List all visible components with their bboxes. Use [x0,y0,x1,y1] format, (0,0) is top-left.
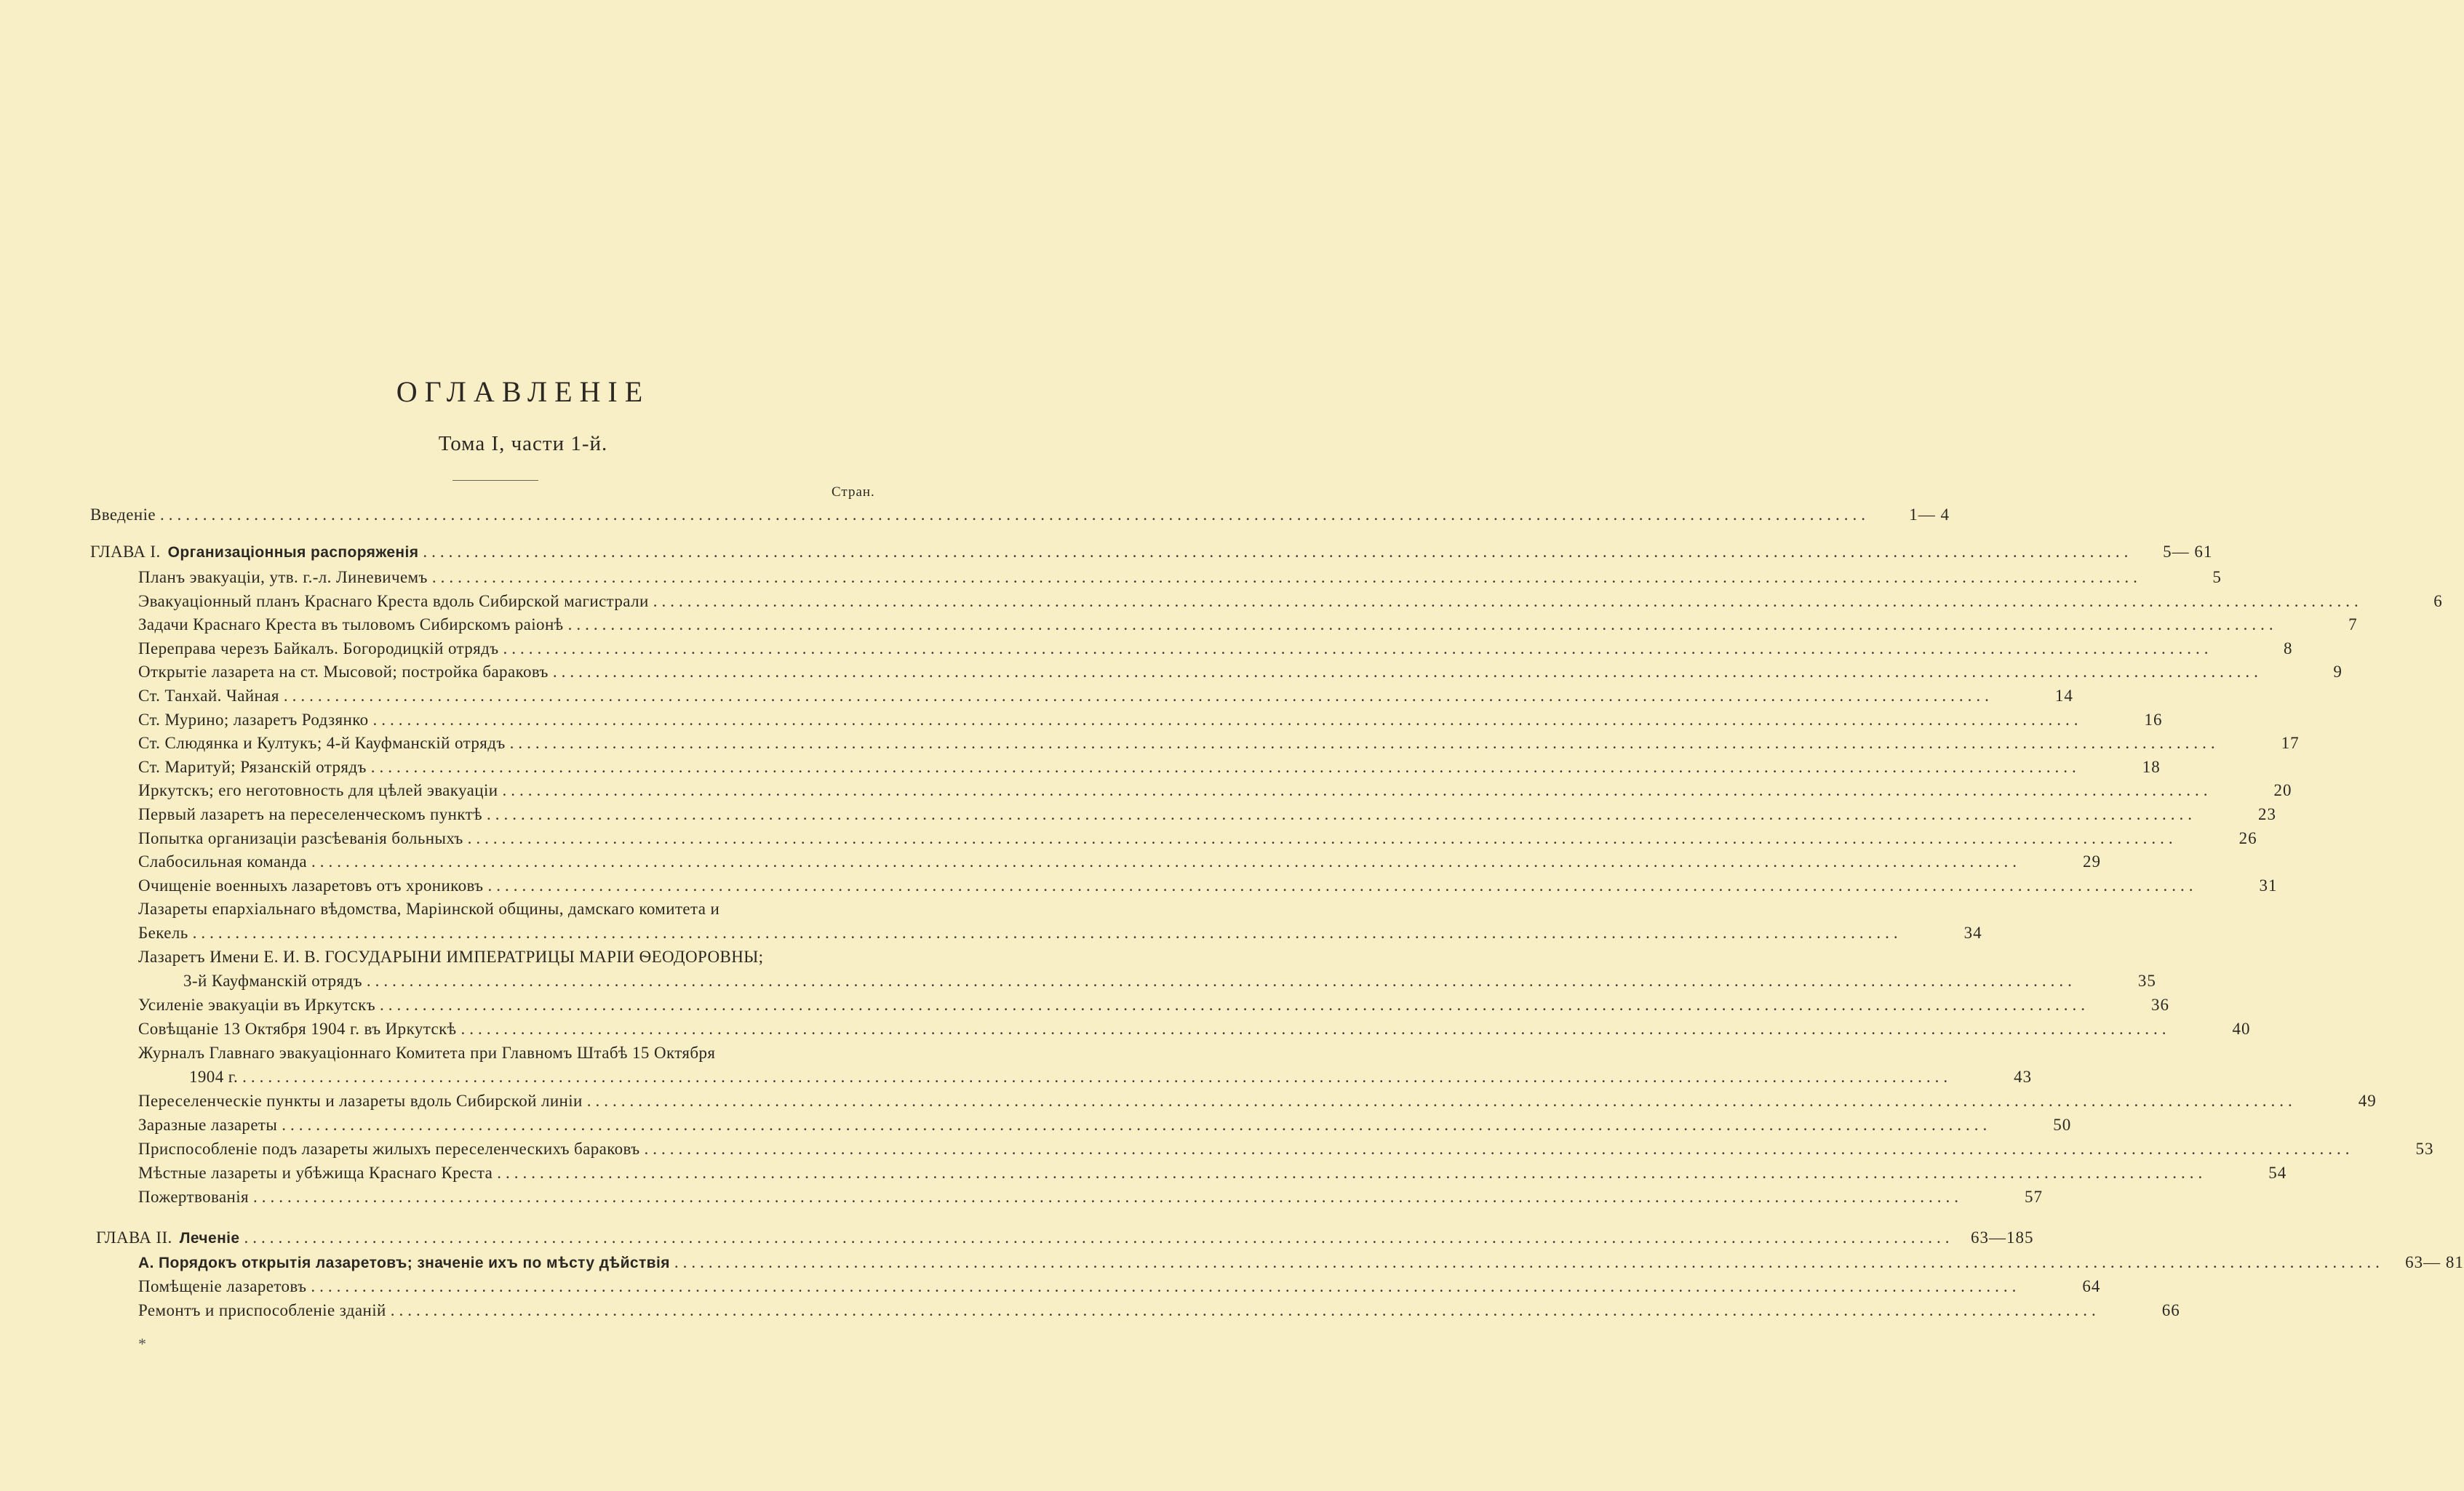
toc-entry-pages: 35 [2137,972,2156,990]
leader-dots: ........................................................................................................................................................................................................ [390,1301,2100,1319]
toc-entry [138,805,2276,830]
leader-dots: ........................................................................................................................................................................................................ [653,591,2363,610]
toc-entry [138,687,2073,711]
toc-entry [138,1164,2287,1188]
leader-dots: ........................................................................................................................................................................................................ [242,1068,1953,1086]
toc-entry-pages: 5 [2212,568,2222,586]
pages-column-header: Стран. [832,484,875,500]
leader-dots: ........................................................................................................................................................................................................ [283,687,1993,705]
toc-entry [138,1140,2434,1164]
toc-entry-label: Приспособленіе подъ лазареты жилыхъ переселенческихъ бараковъ [138,1140,640,1158]
leader-dots: ........................................................................................................................................................................................................ [282,1116,1992,1134]
toc-entry-pages: 7 [2348,615,2358,634]
toc-entry [138,1188,2044,1212]
toc-entry-pages: 57 [2025,1188,2044,1206]
toc-entry-pages: 9 [2333,663,2343,681]
toc-entry-pages: 20 [2273,781,2292,800]
leader-dots: ........................................................................................................................................................................................................ [586,1092,2297,1110]
toc-entry [138,1277,2101,1302]
toc-entry-label: Эвакуаціонный планъ Краснаго Креста вдоль Сибирской магистрали [138,591,649,610]
leader-dots: ........................................................................................................................................................................................................ [552,663,2262,681]
toc-entry-label: Попытка организаціи разсѣеванія больныхъ [138,828,463,847]
toc-entry-label: Мѣстные лазареты и убѣжища Краснаго Креста [138,1164,493,1182]
leader-dots: ........................................................................................................................................................................................................ [567,615,2278,634]
leader-dots: ........................................................................................................................................................................................................ [253,1188,1963,1206]
toc-entry [138,663,2343,687]
toc-entry-label: Очищеніе военныхъ лазаретовъ отъ хрониковъ [138,876,484,895]
leader-dots: ........................................................................................................................................................................................................ [192,924,1902,942]
leader-dots: ........................................................................................................................................................................................................ [372,710,2083,729]
toc-entry [138,996,2170,1020]
toc-entry-label: Пожертвованія [138,1188,250,1206]
toc-entry-label: Помѣщеніе лазаретовъ [138,1277,307,1295]
leader-dots: ........................................................................................................................................................................................................ [244,1228,1954,1247]
toc-entry-pages: 8 [2284,639,2293,657]
toc-entry-label: Заразные лазареты [138,1116,278,1134]
toc-entry-pages: 43 [2014,1068,2033,1086]
toc-entry-introduction [90,505,1950,530]
leader-dots: ........................................................................................................................................................................................................ [644,1140,2354,1158]
leader-dots: ........................................................................................................................................................................................................ [674,1253,2384,1271]
page-subtitle: Тома I, части 1-й. [438,432,608,455]
toc-entry-pages: 40 [2232,1020,2251,1038]
toc-entry-label: Ст. Мурино; лазаретъ Родзянко [138,710,369,729]
toc-entry-pages: 54 [2268,1164,2287,1182]
toc-entry-label: Открытіе лазарета на ст. Мысовой; постройка бараковъ [138,663,549,681]
toc-entry [138,710,2163,735]
toc-entry-pages: 63—185 [1970,1228,2034,1247]
toc-entry [138,1020,2251,1044]
toc-chapter-1 [90,543,2213,567]
leader-dots: ........................................................................................................................................................................................................ [497,1164,2207,1182]
toc-entry-label: Иркутскъ; его неготовность для цѣлей эвакуаціи [138,781,498,800]
leader-dots: ........................................................................................................................................................................................................ [160,505,1870,524]
leader-dots: ........................................................................................................................................................................................................ [486,805,2196,823]
toc-entry-pages: 17 [2281,734,2300,753]
toc-entry [138,876,2278,901]
toc-entry [138,568,2222,593]
toc-entry-eparchial-line1: Лазареты епархіальнаго вѣдомства, Маріинской общины, дамскаго комитета и [138,900,720,918]
toc-entry-label: Ст. Слюдянка и Култукъ; 4-й Кауфманскій отрядъ [138,734,506,753]
leader-dots: ........................................................................................................................................................................................................ [380,996,2090,1014]
toc-entry-pages: 14 [2054,687,2073,705]
toc-entry-pages: 66 [2161,1301,2180,1319]
toc-entry-pages: 31 [2259,876,2278,895]
toc-entry-label: Первый лазаретъ на переселенческомъ пунктѣ [138,805,482,823]
toc-chapter-2 [96,1228,2034,1253]
leader-dots: ........................................................................................................................................................................................................ [431,568,2142,586]
toc-entry-pages: 18 [2142,757,2161,776]
leader-dots: ........................................................................................................................................................................................................ [423,543,2133,561]
toc-entry-label: Задачи Краснаго Креста въ тыловомъ Сибирскомъ раіонѣ [138,615,564,634]
toc-entry-pages: 49 [2358,1092,2377,1110]
section-title: А. Порядокъ открытія лазаретовъ; значеніе ихъ по мѣсту дѣйствія [138,1255,670,1271]
toc-entry-label: Переселенческіе пункты и лазареты вдоль Сибирской линіи [138,1092,583,1110]
chapter-prefix: ГЛАВА I. [90,543,161,561]
toc-entry [138,1092,2377,1116]
toc-entry-pages: 64 [2082,1277,2101,1295]
toc-entry-pages: 16 [2144,710,2163,729]
toc-entry-label: Слабосильная команда [138,852,308,871]
toc-entry-label: 3-й Кауфманскій отрядъ [183,972,362,990]
toc-entry-journal [189,1068,2033,1092]
toc-entry [138,615,2358,640]
footer-asterisk: * [138,1335,146,1353]
toc-entry-label: Планъ эвакуаціи, утв. г.-л. Линевичемъ [138,568,428,586]
toc-entry [138,639,2293,664]
page-title: ОГЛАВЛЕНІЕ [396,375,650,408]
toc-entry-label: Усиленіе эвакуаціи въ Иркутскъ [138,996,376,1014]
leader-dots: ........................................................................................................................................................................................................ [370,757,2081,776]
toc-entry [138,1301,2180,1326]
toc-entry-pages: 6 [2433,591,2443,610]
toc-entry-pages: 29 [2083,852,2102,871]
toc-entry-empress-line1: Лазаретъ Имени Е. И. В. ГОСУДАРЫНИ ИМПЕРАТРИЦЫ МАРІИ ѲЕОДОРОВНЫ; [138,948,764,966]
chapter-title: Организаціонныя распоряженія [167,544,419,561]
leader-dots: ........................................................................................................................................................................................................ [503,639,2213,657]
toc-entry-empress [183,972,2156,996]
toc-entry [138,828,2257,854]
toc-entry [138,781,2292,806]
chapter-prefix: ГЛАВА II. [96,1228,172,1247]
toc-entry-eparchial [138,924,1982,948]
toc-entry-pages: 53 [2415,1140,2434,1158]
toc-entry-label: Переправа черезъ Байкалъ. Богородицкій отрядъ [138,639,499,657]
toc-entry-pages: 5— 61 [2163,543,2213,561]
toc-entry [138,734,2300,759]
toc-entry-pages: 1— 4 [1909,505,1950,524]
toc-entry-label: Совѣщаніе 13 Октября 1904 г. въ Иркутскѣ [138,1020,457,1038]
leader-dots: ........................................................................................................................................................................................................ [467,828,2177,847]
toc-entry-label: Ремонтъ и приспособленіе зданій [138,1301,386,1319]
leader-dots: ........................................................................................................................................................................................................ [502,781,2212,800]
toc-entry [138,852,2102,877]
toc-entry-journal-line1: Журналъ Главнаго эвакуаціоннаго Комитета при Главномъ Штабѣ 15 Октября [138,1044,716,1062]
toc-entry-pages: 23 [2257,805,2276,823]
toc-entry-pages: 50 [2053,1116,2072,1134]
toc-entry-label: Ст. Маритуй; Рязанскій отрядъ [138,757,367,776]
leader-dots: ........................................................................................................................................................................................................ [366,972,2076,990]
leader-dots: ........................................................................................................................................................................................................ [509,734,2220,753]
toc-entry-pages: 36 [2151,996,2170,1014]
toc-entry [138,1116,2072,1140]
toc-entry-pages: 26 [2238,828,2257,847]
toc-entry [138,591,2443,617]
leader-dots: ........................................................................................................................................................................................................ [487,876,2198,895]
toc-entry [138,757,2161,783]
chapter-title: Леченіе [179,1230,240,1247]
leader-dots: ........................................................................................................................................................................................................ [460,1020,2171,1038]
toc-entry-pages: 63— 81 [2405,1253,2464,1271]
toc-section-a [138,1253,2464,1278]
toc-entry-label: 1904 г. [189,1068,239,1086]
leader-dots: ........................................................................................................................................................................................................ [311,1277,2021,1295]
toc-entry-label: Ст. Танхай. Чайная [138,687,279,705]
leader-dots: ........................................................................................................................................................................................................ [311,852,2022,871]
toc-entry-pages: 34 [1963,924,1982,942]
toc-entry-label: Бекель [138,924,188,942]
toc-entry-label: Введеніе [90,505,156,524]
